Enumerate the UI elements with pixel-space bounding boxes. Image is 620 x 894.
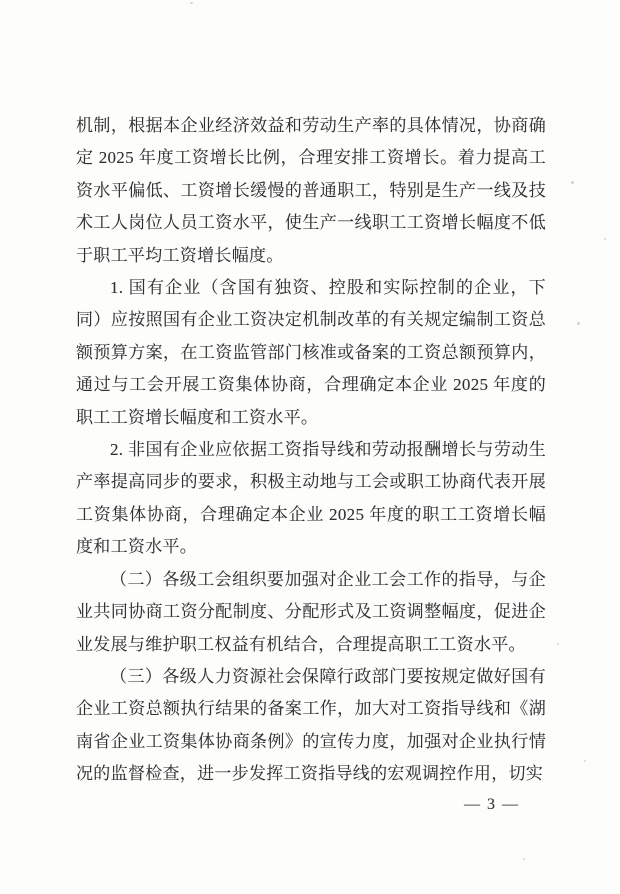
- scan-speckle: [557, 643, 559, 645]
- scan-speckle: [571, 181, 574, 184]
- paragraph-continuation: 机制，根据本企业经济效益和劳动生产率的具体情况，协商确定 2025 年度工资增长比例，合理安排工资增长。着力提高工资水平偏低、工资增长缓慢的普通职工，特别是生产一线及技术工人岗位人员工资水平，使生产一线职工工资增长幅度不低于职工平均工资增长幅度。: [76, 116, 546, 265]
- paragraph-section-3: （三）各级人力资源社会保障行政部门要按规定做好国有企业工资总额执行结果的备案工作，加大对工资指导线和《湖南省企业工资集体协商条例》的宣传力度，加强对企业执行情况的监督检查，进一步发挥工资指导线的宏观调控作用，切实: [76, 666, 546, 784]
- scan-speckle: [523, 858, 525, 860]
- scan-speckle: [577, 322, 580, 325]
- scan-speckle: [190, 2, 193, 4]
- paragraph-item-2: 2. 非国有企业应依据工资指导线和劳动报酬增长与劳动生产率提高同步的要求，积极主动地与工会或职工协商代表开展工资集体协商，合理确定本企业 2025 年度的职工工资增长幅度和工资水平。: [76, 440, 546, 557]
- scan-speckle: [584, 760, 586, 762]
- page-number: — 3 —: [464, 796, 520, 813]
- paragraph-section-2: （二）各级工会组织要加强对企业工会工作的指导，与企业共同协商工资分配制度、分配形式及工资调整幅度，促进企业发展与维护职工权益有机结合，合理提高职工工资水平。: [76, 569, 546, 654]
- document-body: [76, 110, 546, 791]
- scan-speckle: [604, 238, 606, 240]
- paragraph-item-1: 1. 国有企业（含国有独资、控股和实际控制的企业，下同）应按照国有企业工资决定机制改革的有关规定编制工资总额预算方案，在工资监管部门核准或备案的工资总额预算内，通过与工会开展工资集体协商，合理确定本企业 2025 年度的职工工资增长幅度和工资水平。: [76, 278, 546, 427]
